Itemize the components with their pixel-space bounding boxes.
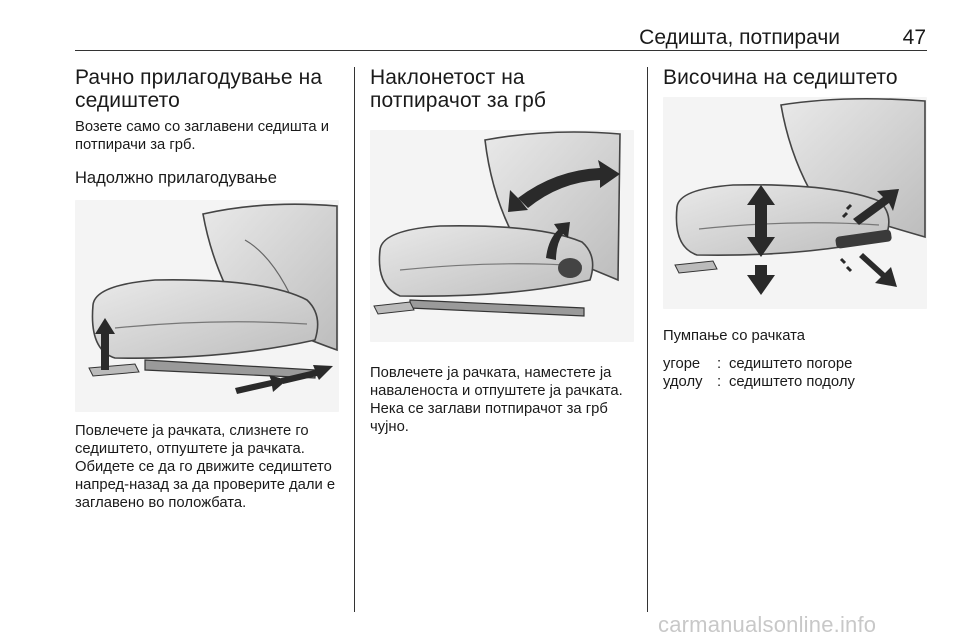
legend-separator: : [717, 356, 722, 372]
header-rule [75, 50, 927, 51]
legend-item-down [663, 373, 928, 391]
intro-text: Возете само со заглавени седишта и потпирачи за грб. [75, 119, 329, 153]
backrest-caption: Повлечете ја рачката, наместете ја наваленоста и отпуштете ја рачката. Нека се заглави потпирачот за грб чујно. [370, 365, 623, 435]
subheading-longitudinal: Надолжно прилагодување [75, 169, 277, 187]
legend-value: седиштето погоре [729, 356, 853, 372]
section-heading-backrest-tilt: Наклонетост на потпирачот за грб [370, 66, 547, 112]
seat-height-illustration [663, 97, 927, 309]
column-backrest [370, 66, 635, 436]
height-legend-list [663, 355, 928, 391]
watermark: carmanualsonline.info [658, 612, 877, 637]
column-longitudinal [75, 66, 345, 512]
legend-key: угоре [663, 356, 701, 372]
seat-longitudinal-illustration [75, 200, 339, 412]
height-caption: Пумпање со рачката [663, 328, 805, 344]
seat-backrest-illustration [370, 130, 634, 342]
page-number: 47 [902, 26, 926, 49]
column-divider-2 [647, 67, 648, 612]
column-height [663, 66, 928, 391]
legend-key: удолу [663, 374, 703, 390]
section-heading-manual-adjustment: Рачно прилагодување на седиштето [75, 66, 323, 112]
section-heading-seat-height: Височина на седиштето [663, 66, 898, 89]
legend-separator: : [717, 374, 722, 390]
column-divider-1 [354, 67, 355, 612]
longitudinal-caption: Повлечете ја рачката, слизнете го седиштето, отпуштете ја рачката. Обидете се да го движите седиштето напред-назад за да проверите дали е заглавено во положбата. [75, 423, 336, 511]
legend-item-up [663, 355, 928, 373]
page-header-title: Седишта, потпирачи [639, 26, 840, 49]
legend-value: седиштето подолу [729, 374, 855, 390]
